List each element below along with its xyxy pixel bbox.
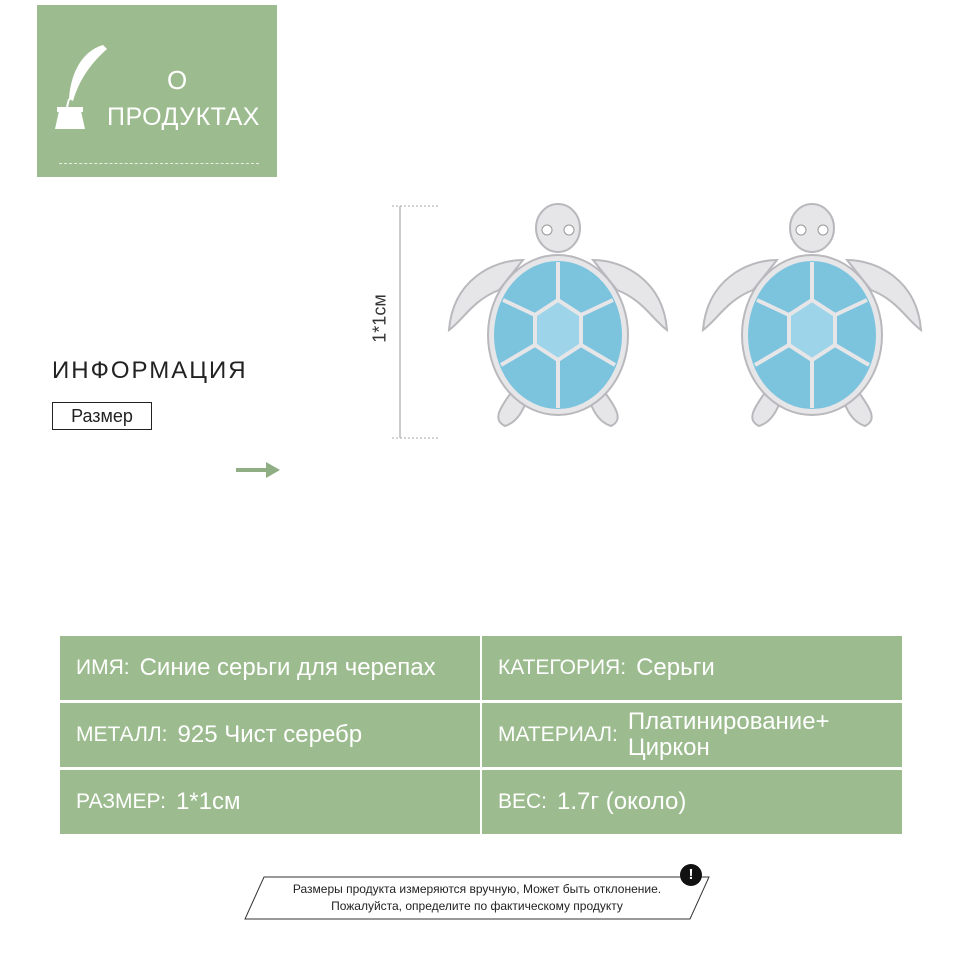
spec-key: РАЗМЕР: bbox=[76, 790, 166, 813]
spec-metal bbox=[60, 703, 480, 767]
spec-value: Синие серьги для черепах bbox=[139, 654, 436, 681]
spec-value: 1*1см bbox=[175, 788, 241, 815]
exclamation-icon: ! bbox=[680, 864, 702, 886]
turtle-earring-icon bbox=[697, 200, 927, 450]
spec-category bbox=[482, 636, 902, 700]
notice-line2: Пожалуйста, определите по фактическому продукту bbox=[331, 899, 623, 913]
spec-key: ВЕС: bbox=[498, 790, 548, 813]
spec-name bbox=[60, 636, 480, 700]
right-arrow-icon bbox=[236, 460, 282, 480]
spec-value bbox=[628, 709, 830, 761]
notice-text bbox=[244, 881, 710, 915]
info-title: ИНФОРМАЦИЯ bbox=[52, 357, 248, 384]
notice-line1: Размеры продукта измеряются вручную, Может быть отклонение. bbox=[292, 882, 662, 896]
measurement-notice bbox=[244, 876, 710, 920]
spec-value: 1.7г (около) bbox=[557, 788, 687, 815]
spec-material bbox=[482, 703, 902, 767]
banner-divider bbox=[59, 163, 259, 164]
spec-value: Серьги bbox=[636, 654, 715, 681]
spec-key: МЕТАЛЛ: bbox=[76, 723, 168, 746]
material-line2: Циркон bbox=[627, 734, 710, 761]
banner-line1: О bbox=[167, 65, 188, 95]
spec-key: ИМЯ: bbox=[76, 656, 130, 679]
dimension-marker bbox=[380, 200, 450, 445]
spec-key: КАТЕГОРИЯ: bbox=[498, 656, 627, 679]
spec-size bbox=[60, 770, 480, 834]
spec-weight bbox=[482, 770, 902, 834]
material-line1: Платинирование+ bbox=[627, 708, 830, 735]
turtle-earring-icon bbox=[443, 200, 673, 450]
about-products-banner bbox=[37, 5, 277, 177]
spec-table bbox=[60, 636, 902, 834]
banner-line2: ПРОДУКТАХ bbox=[107, 103, 260, 131]
spec-value: 925 Чист серебр bbox=[177, 721, 363, 748]
spec-key: МАТЕРИАЛ: bbox=[498, 723, 618, 746]
size-chip: Размер bbox=[52, 402, 152, 430]
dimension-label: 1*1см bbox=[369, 294, 390, 343]
quill-inkwell-icon bbox=[53, 41, 109, 133]
